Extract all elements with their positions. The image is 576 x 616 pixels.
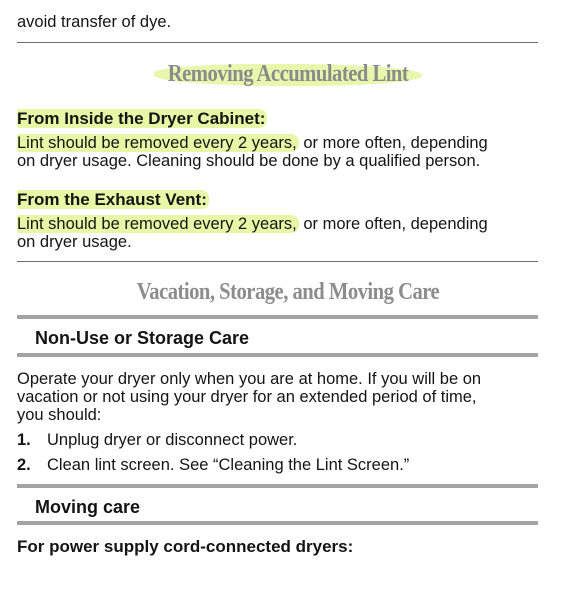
lint-section-title-text: Removing Accumulated Lint xyxy=(154,60,422,88)
moving-care-heading: Moving care xyxy=(35,497,141,517)
step-number: 2. xyxy=(17,456,31,474)
vent-line-1 xyxy=(17,215,488,233)
cut-off-line xyxy=(17,559,557,579)
cabinet-heading xyxy=(17,110,267,128)
top-line-text: avoid transfer of dye. xyxy=(17,13,172,31)
non-use-para-line-2: vacation or not using your dryer for an extended period of time, xyxy=(17,388,477,406)
non-use-heading: Non-Use or Storage Care xyxy=(35,328,250,348)
divider-rule xyxy=(17,42,538,43)
cabinet-line-1-rest: or more often, depending xyxy=(298,134,488,152)
step-number: 1. xyxy=(17,431,31,449)
non-use-para-line-1: Operate your dryer only when you are at home. If you will be on xyxy=(17,370,482,388)
section-bar xyxy=(17,353,538,357)
section-bar xyxy=(17,484,538,488)
divider-rule xyxy=(17,261,538,262)
step-text: Unplug dryer or disconnect power. xyxy=(47,431,298,449)
non-use-para-line-3: you should: xyxy=(17,406,102,424)
moving-subheading: For power supply cord-connected dryers: xyxy=(17,537,354,556)
vacation-section-title: Vacation, Storage, and Moving Care xyxy=(136,279,440,305)
vent-highlighted-text: Lint should be removed every 2 years, xyxy=(17,215,297,233)
step-text: Clean lint screen. See “Cleaning the Lint Screen.” xyxy=(47,456,410,474)
vent-line-2: on dryer usage. xyxy=(17,233,132,251)
cabinet-line-1 xyxy=(17,134,488,152)
vent-heading xyxy=(17,191,209,209)
vent-heading-text: From the Exhaust Vent: xyxy=(17,190,207,209)
vent-line-1-rest: or more often, depending xyxy=(298,215,488,233)
section-bar xyxy=(17,521,538,525)
section-bar xyxy=(17,315,538,319)
cabinet-highlighted-text: Lint should be removed every 2 years, xyxy=(17,134,297,152)
lint-section-title xyxy=(40,60,535,88)
cabinet-heading-text: From Inside the Dryer Cabinet: xyxy=(17,109,266,128)
cabinet-line-2: on dryer usage. Cleaning should be done by a qualified person. xyxy=(17,152,481,170)
